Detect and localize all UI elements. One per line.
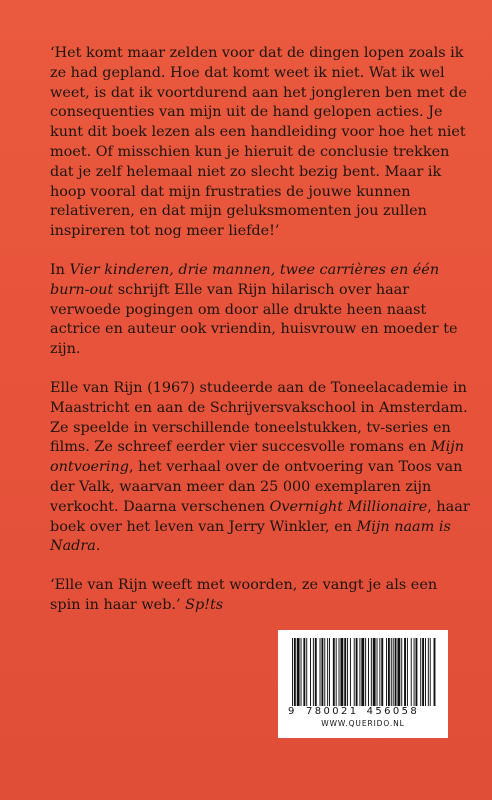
barcode-bar [350,638,351,706]
barcode-bar [297,638,300,706]
barcode-bar [420,638,421,706]
summary-suffix: schrijft Elle van Rijn hilarisch over haar verwoede pogingen om door alle drukte heen naast actrice en auteur ook vriendin, huisvrouw en moeder te zijn. [50,281,458,358]
barcode-bar [401,638,402,706]
barcode-bar [428,638,429,706]
barcode-bar [425,638,426,706]
barcode-bar [306,638,307,706]
barcode-bar [333,638,335,706]
bio-part-3: , haar boek over het leven van Jerry Winkler, en [50,498,470,535]
cover-text-block [50,44,470,635]
barcode-bar [359,638,360,706]
bio-book-1: Mijn ontvoering [50,439,464,476]
barcode-bar [414,638,415,706]
barcode-bar [371,638,372,706]
bio-book-3: Mijn naam is Nadra [50,518,451,555]
barcode-bar [404,638,406,706]
quote-paragraph: ‘Het komt maar zelden voor dat de dingen lopen zoals ik ze had gepland. Hoe dat komt weet ik niet. Wat ik wel weet, is dat ik voortdurend aan het jongleren ben met de consequenties van mijn uit de hand gelopen acties. Je kunt dit boek lezen als een handleiding voor hoe het niet moet. Of misschien kun je hieruit de conclusie trekken dat je zelf helemaal niet zo slecht bezig bent. Maar ik hoop vooral dat mijn frustraties de jouwe kunnen relativeren, en dat mijn geluksmomenten jou zullen inspireren tot nog meer liefde!’ [50,45,467,240]
barcode-bar [397,638,400,706]
barcode-bar [294,638,296,706]
barcode-bar [344,638,346,706]
bio-part-4: . [95,538,101,555]
barcode-bar [407,638,408,706]
barcode-bar [430,638,431,706]
barcode-bar [393,638,394,706]
review-paragraph [50,576,470,616]
barcode-bar [395,638,397,706]
book-title: Vier kinderen, drie mannen, twee carrières en één burn-out [50,261,440,298]
barcode-bar [354,638,355,706]
isbn-group-2: 456058 [366,706,420,717]
barcode-label [278,630,448,738]
barcode-bar [361,638,364,706]
barcode-bar [386,638,387,706]
barcode-bar [416,638,418,706]
barcode-bar [313,638,314,706]
barcode-bar [329,638,330,706]
barcode-bar [336,638,337,706]
barcode-bar [292,638,293,706]
bio-paragraph [50,379,470,557]
barcode-bar [321,638,323,706]
barcode-bar [388,638,390,706]
bio-book-2: Overnight Millionaire [269,498,428,515]
barcode-bar [411,638,412,706]
review-text: ‘Elle van Rijn weeft met woorden, ze vangt je als een spin in haar web.’ [50,577,438,613]
barcode-bar [368,638,369,706]
barcode-bar [347,638,348,706]
barcode-bars [288,638,438,706]
barcode-bar [434,638,436,706]
isbn-number [288,706,438,717]
barcode-bar [391,638,392,706]
barcode-bar [315,638,317,706]
summary-paragraph [50,261,470,360]
barcode-bar [339,638,340,706]
barcode-bar [301,638,302,706]
barcode-bar [379,638,380,706]
barcode-bar [356,638,358,706]
publisher-url: WWW.QUERIDO.NL [321,719,405,728]
barcode-bar [327,638,328,706]
barcode-bar [310,638,311,706]
summary-prefix: In [50,261,70,278]
barcode-bar [324,638,325,706]
isbn-group-1: 780021 [306,706,359,717]
barcode-bar [340,638,343,706]
barcode-bar [320,638,321,706]
review-source: Sp!ts [185,596,224,613]
barcode-bar [377,638,378,706]
barcode-bar [373,638,376,706]
barcode-bar [365,638,366,706]
barcode-bar [422,638,424,706]
barcode-bar [303,638,305,706]
barcode-bar [381,638,383,706]
isbn-first-digit: 9 [288,706,295,717]
bio-part-2: , het verhaal over de ontvoering van Toos van der Valk, waarvan meer dan 25 000 exemplaren zijn verkocht. Daarna verschenen [50,459,463,515]
bio-part-1: Elle van Rijn (1967) studeerde aan de Toneelacademie in Maastricht en aan de Schrijversvakschool in Amsterdam. Ze speelde in verschillende toneelstukken, tv-series en films. Ze schreef eerder vier succesvolle romans en [50,379,468,456]
